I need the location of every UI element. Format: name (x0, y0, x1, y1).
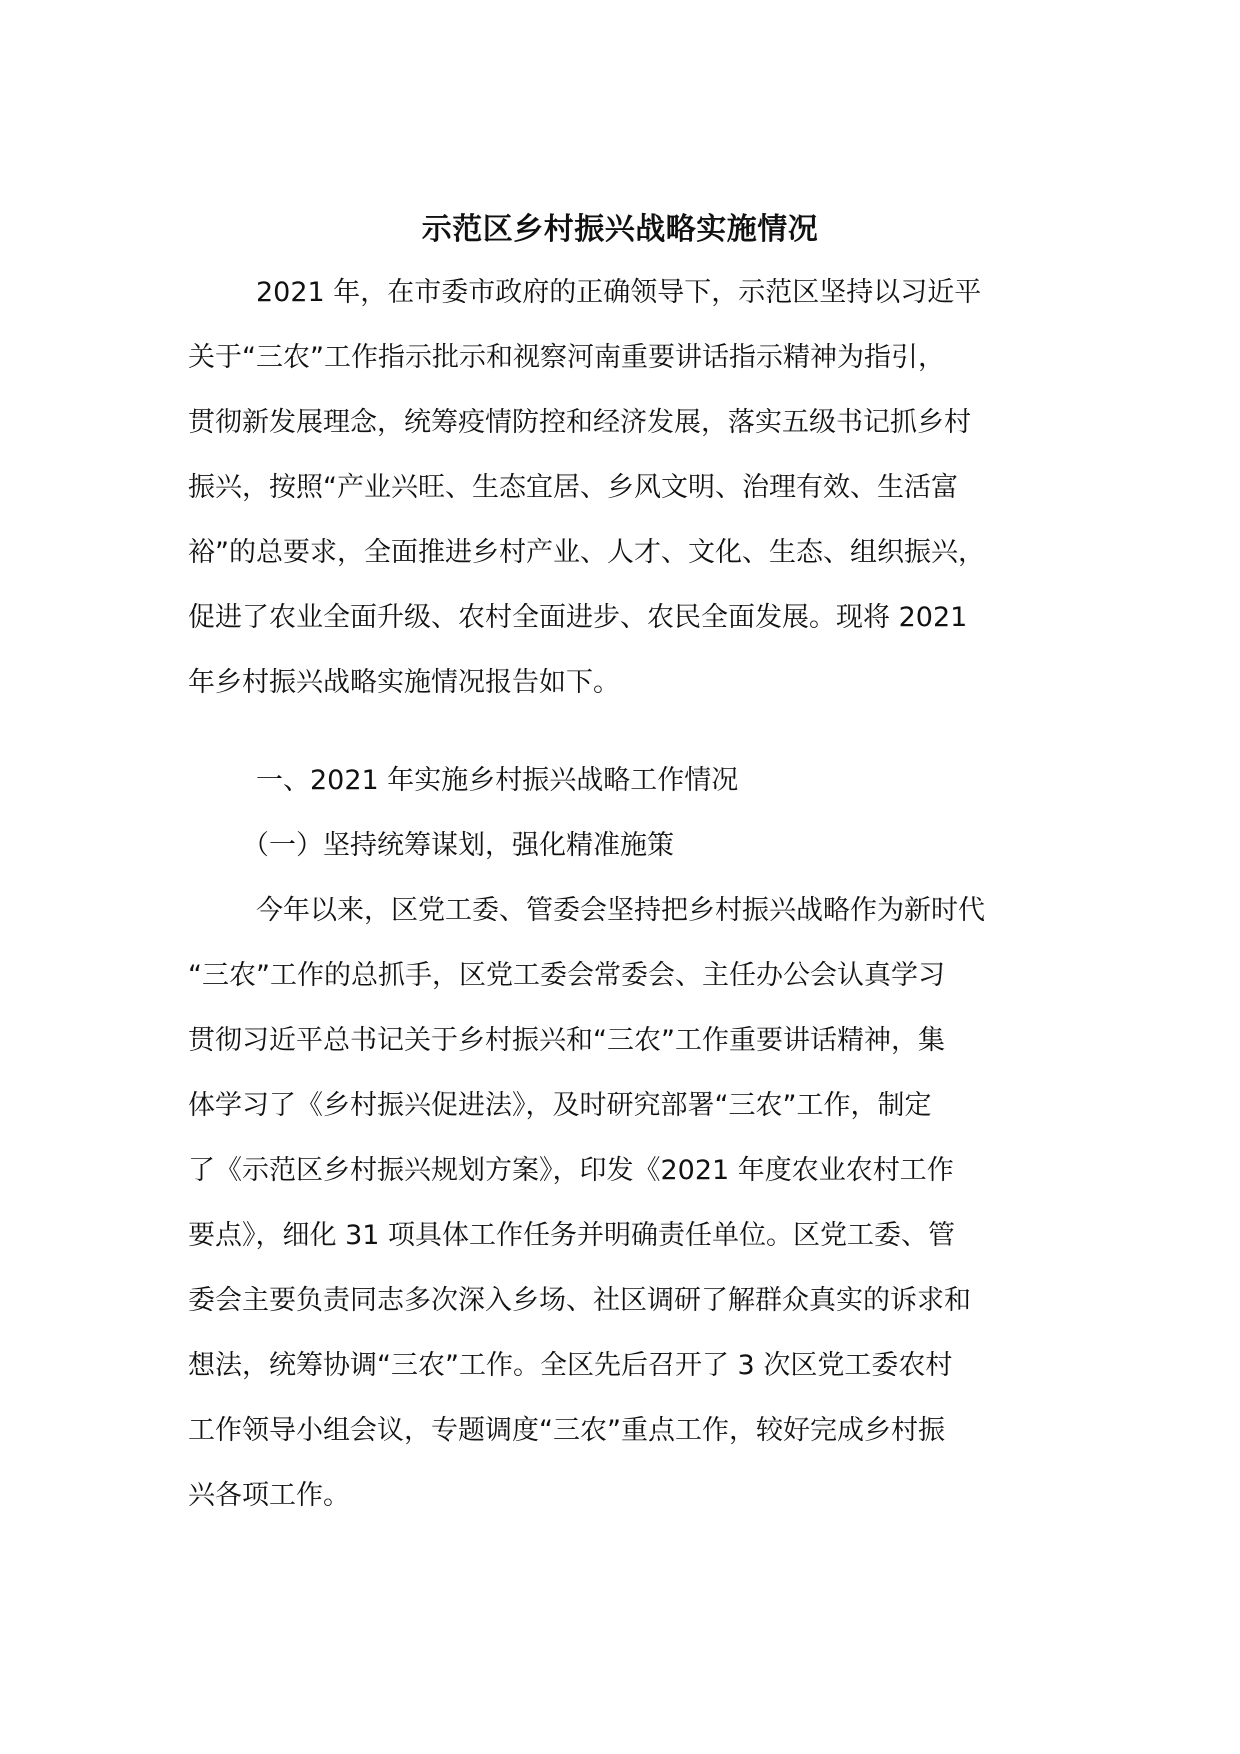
paragraph-line: 兴各项工作。 (188, 1480, 350, 1511)
document-title: 示范区乡村振兴战略实施情况 (421, 212, 819, 247)
paragraph-line: “三农”工作的总抓手，区党工委会常委会、主任办公会认真学习 (188, 960, 945, 991)
paragraph-line: 关于“三农”工作指示批示和视察河南重要讲话指示精神为指引， (188, 342, 945, 373)
subsection-heading (188, 813, 1068, 878)
paragraph-line: 要点》，细化 31 项具体工作任务并明确责任单位。区党工委、管 (188, 1220, 956, 1251)
body-paragraph (188, 878, 1068, 1528)
paragraph-line: 振兴，按照“产业兴旺、生态宜居、乡风文明、治理有效、生活富 (188, 472, 958, 503)
paragraph-line: 2021 年，在市委市政府的正确领导下，示范区坚持以习近平 (256, 277, 982, 308)
paragraph-line: 委会主要负责同志多次深入乡场、社区调研了解群众真实的诉求和 (188, 1285, 971, 1316)
paragraph-line: 今年以来，区党工委、管委会坚持把乡村振兴战略作为新时代 (256, 895, 985, 926)
section-heading (188, 748, 1068, 813)
paragraph-line: 贯彻习近平总书记关于乡村振兴和“三农”工作重要讲话精神，集 (188, 1025, 945, 1056)
intro-paragraph (188, 260, 1068, 715)
paragraph-line: 促进了农业全面升级、农村全面进步、农民全面发展。现将 2021 (188, 602, 968, 633)
paragraph-line: 年乡村振兴战略实施情况报告如下。 (188, 667, 620, 698)
paragraph-line: 工作领导小组会议，专题调度“三农”重点工作，较好完成乡村振 (188, 1415, 945, 1446)
paragraph-line: 了《示范区乡村振兴规划方案》，印发《2021 年度农业农村工作 (188, 1155, 954, 1186)
section-heading-text: 一、2021 年实施乡村振兴战略工作情况 (256, 765, 739, 796)
subsection-heading-text: （一）坚持统筹谋划，强化精准施策 (242, 830, 674, 861)
paragraph-line: 裕”的总要求，全面推进乡村产业、人才、文化、生态、组织振兴， (188, 537, 985, 568)
paragraph-line: 贯彻新发展理念，统筹疫情防控和经济发展，落实五级书记抓乡村 (188, 407, 971, 438)
paragraph-line: 想法，统筹协调“三农”工作。全区先后召开了 3 次区党工委农村 (188, 1350, 953, 1381)
paragraph-line: 体学习了《乡村振兴促进法》，及时研究部署“三农”工作，制定 (188, 1090, 932, 1121)
